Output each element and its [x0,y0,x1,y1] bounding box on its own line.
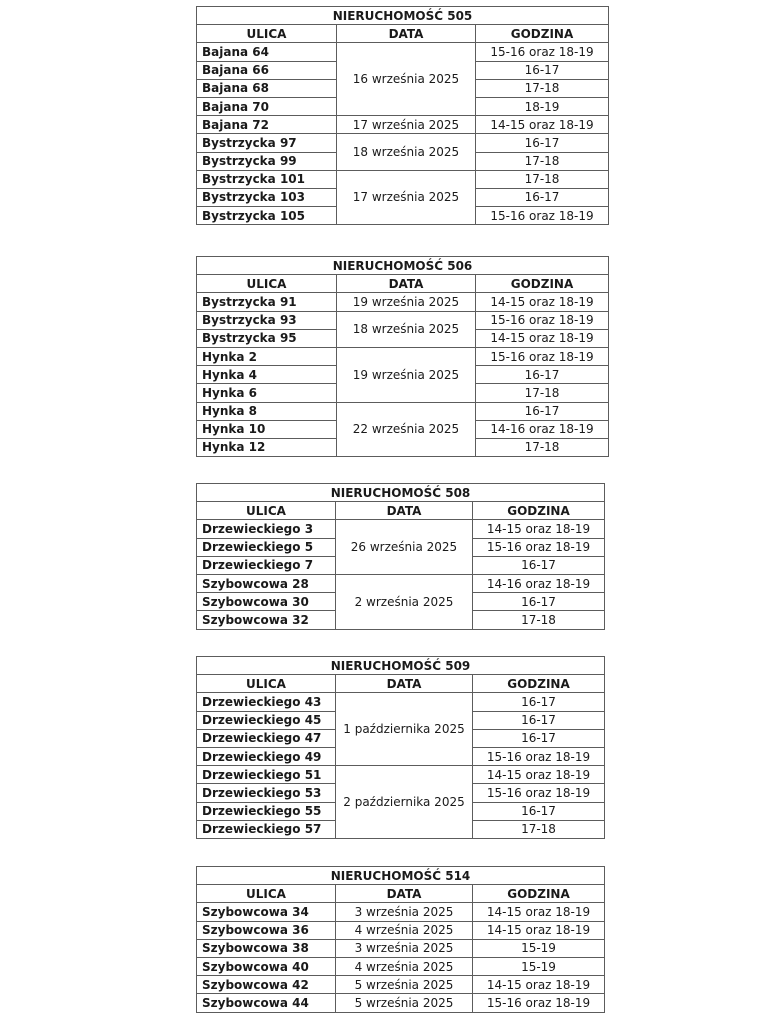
time-cell: 15-16 oraz 18-19 [476,207,609,225]
table-row [197,957,605,975]
date-cell: 18 września 2025 [337,311,476,347]
table-row [197,293,609,311]
time-cell: 16-17 [476,188,609,206]
table-title: NIERUCHOMOŚĆ 509 [197,657,605,675]
time-cell: 15-16 oraz 18-19 [473,747,605,765]
time-cell: 17-18 [476,79,609,97]
street-cell: Drzewieckiego 5 [197,538,336,556]
time-cell: 16-17 [476,134,609,152]
street-cell: Hynka 4 [197,366,337,384]
time-cell: 14-16 oraz 18-19 [473,574,605,592]
date-cell: 26 września 2025 [336,520,473,575]
time-cell: 15-16 oraz 18-19 [473,784,605,802]
street-cell: Szybowcowa 34 [197,903,336,921]
street-cell: Bystrzycka 103 [197,188,337,206]
street-cell: Hynka 8 [197,402,337,420]
table-row [197,402,609,420]
table-row [197,311,609,329]
table-title: NIERUCHOMOŚĆ 508 [197,484,605,502]
street-cell: Drzewieckiego 43 [197,693,336,711]
street-cell: Bystrzycka 105 [197,207,337,225]
column-header-street: ULICA [197,675,336,693]
street-cell: Hynka 6 [197,384,337,402]
date-cell: 4 września 2025 [336,957,473,975]
street-cell: Bystrzycka 101 [197,170,337,188]
date-cell: 16 września 2025 [337,43,476,116]
time-cell: 14-15 oraz 18-19 [476,293,609,311]
time-cell: 15-16 oraz 18-19 [476,43,609,61]
street-cell: Drzewieckiego 45 [197,711,336,729]
time-cell: 16-17 [473,593,605,611]
table-row [197,994,605,1012]
date-cell: 5 września 2025 [336,976,473,994]
street-cell: Szybowcowa 42 [197,976,336,994]
street-cell: Szybowcowa 32 [197,611,336,629]
time-cell: 16-17 [473,556,605,574]
time-cell: 14-15 oraz 18-19 [473,520,605,538]
time-cell: 15-16 oraz 18-19 [473,538,605,556]
time-cell: 14-15 oraz 18-19 [473,766,605,784]
time-cell: 14-15 oraz 18-19 [473,976,605,994]
schedule-table [196,656,605,839]
time-cell: 16-17 [476,402,609,420]
table-title: NIERUCHOMOŚĆ 505 [197,7,609,25]
street-cell: Bajana 72 [197,116,337,134]
date-cell: 1 października 2025 [336,693,473,766]
street-cell: Drzewieckiego 53 [197,784,336,802]
time-cell: 14-16 oraz 18-19 [476,420,609,438]
table-row [197,520,605,538]
table-title: NIERUCHOMOŚĆ 514 [197,867,605,885]
time-cell: 16-17 [473,693,605,711]
column-header-date: DATA [337,25,476,43]
date-cell: 3 września 2025 [336,903,473,921]
time-cell: 17-18 [476,384,609,402]
schedule-table [196,256,609,457]
date-cell: 3 września 2025 [336,939,473,957]
date-cell: 2 września 2025 [336,574,473,629]
time-cell: 14-15 oraz 18-19 [473,921,605,939]
time-cell: 16-17 [476,366,609,384]
table-row [197,574,605,592]
street-cell: Drzewieckiego 51 [197,766,336,784]
time-cell: 16-17 [473,802,605,820]
time-cell: 15-16 oraz 18-19 [473,994,605,1012]
table-row [197,170,609,188]
schedule-table [196,483,605,630]
column-header-street: ULICA [197,502,336,520]
column-header-street: ULICA [197,275,337,293]
street-cell: Bajana 66 [197,61,337,79]
time-cell: 18-19 [476,97,609,115]
table-row [197,693,605,711]
column-header-time: GODZINA [473,675,605,693]
time-cell: 17-18 [473,820,605,838]
table-row [197,976,605,994]
street-cell: Drzewieckiego 7 [197,556,336,574]
street-cell: Hynka 10 [197,420,337,438]
time-cell: 17-18 [476,152,609,170]
street-cell: Szybowcowa 38 [197,939,336,957]
street-cell: Drzewieckiego 47 [197,729,336,747]
street-cell: Hynka 2 [197,347,337,365]
time-cell: 17-18 [476,438,609,456]
table-row [197,921,605,939]
schedule-table [196,866,605,1013]
street-cell: Drzewieckiego 3 [197,520,336,538]
column-header-street: ULICA [197,25,337,43]
date-cell: 17 września 2025 [337,170,476,225]
street-cell: Hynka 12 [197,438,337,456]
time-cell: 16-17 [476,61,609,79]
date-cell: 5 września 2025 [336,994,473,1012]
street-cell: Bajana 64 [197,43,337,61]
street-cell: Drzewieckiego 49 [197,747,336,765]
street-cell: Bystrzycka 99 [197,152,337,170]
schedule-table [196,6,609,225]
table-row [197,134,609,152]
table-row [197,939,605,957]
time-cell: 16-17 [473,711,605,729]
time-cell: 15-19 [473,957,605,975]
date-cell: 19 września 2025 [337,347,476,402]
date-cell: 22 września 2025 [337,402,476,457]
date-cell: 2 października 2025 [336,766,473,839]
street-cell: Drzewieckiego 57 [197,820,336,838]
column-header-date: DATA [336,885,473,903]
street-cell: Szybowcowa 28 [197,574,336,592]
date-cell: 4 września 2025 [336,921,473,939]
table-row [197,903,605,921]
time-cell: 15-16 oraz 18-19 [476,311,609,329]
date-cell: 18 września 2025 [337,134,476,170]
column-header-time: GODZINA [476,25,609,43]
street-cell: Szybowcowa 30 [197,593,336,611]
table-row [197,766,605,784]
column-header-street: ULICA [197,885,336,903]
street-cell: Drzewieckiego 55 [197,802,336,820]
time-cell: 16-17 [473,729,605,747]
column-header-date: DATA [336,675,473,693]
time-cell: 17-18 [473,611,605,629]
street-cell: Szybowcowa 44 [197,994,336,1012]
column-header-date: DATA [336,502,473,520]
table-row [197,347,609,365]
street-cell: Bajana 70 [197,97,337,115]
table-row [197,43,609,61]
time-cell: 15-16 oraz 18-19 [476,347,609,365]
street-cell: Bystrzycka 97 [197,134,337,152]
street-cell: Bajana 68 [197,79,337,97]
street-cell: Bystrzycka 93 [197,311,337,329]
column-header-time: GODZINA [476,275,609,293]
date-cell: 17 września 2025 [337,116,476,134]
column-header-time: GODZINA [473,502,605,520]
street-cell: Bystrzycka 95 [197,329,337,347]
time-cell: 14-15 oraz 18-19 [476,329,609,347]
street-cell: Bystrzycka 91 [197,293,337,311]
column-header-date: DATA [337,275,476,293]
time-cell: 14-15 oraz 18-19 [476,116,609,134]
street-cell: Szybowcowa 40 [197,957,336,975]
table-title: NIERUCHOMOŚĆ 506 [197,257,609,275]
column-header-time: GODZINA [473,885,605,903]
time-cell: 14-15 oraz 18-19 [473,903,605,921]
street-cell: Szybowcowa 36 [197,921,336,939]
table-row [197,116,609,134]
date-cell: 19 września 2025 [337,293,476,311]
time-cell: 17-18 [476,170,609,188]
time-cell: 15-19 [473,939,605,957]
